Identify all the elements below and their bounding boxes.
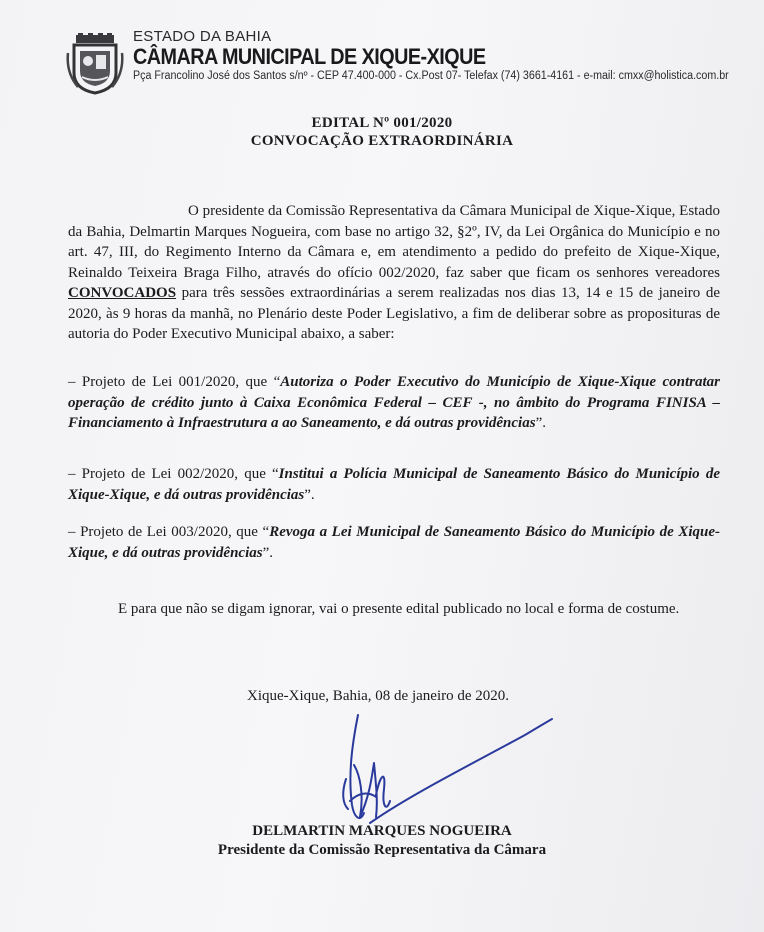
item-suffix: ”. bbox=[304, 486, 315, 503]
item-suffix: ”. bbox=[535, 415, 546, 431]
edital-number: EDITAL Nº 001/2020 bbox=[311, 115, 453, 131]
list-item bbox=[68, 372, 720, 434]
intro-text-before: O presidente da Comissão Representativa da Câmara Municipal de Xique-Xique, Estado da Bahia, Delmartin Marques Nogueira, com base no artigo 32, §2º, IV, da Lei Orgânica do Município e no art. 47, III, do Regimento Interno da Câmara e, em atendimento a pedido do prefeito de Xique-Xique, Reinaldo Teixeira Braga Filho, através do ofício 002/2020, faz saber que ficam os senhores vereadores bbox=[68, 203, 720, 281]
signatory-name: DELMARTIN MARQUES NOGUEIRA bbox=[252, 823, 512, 839]
item-title: Revoga a Lei Municipal de Saneamento Básico do Município de Xique-Xique, e dá outras providências bbox=[68, 524, 721, 561]
item-prefix: – Projeto de Lei 002/2020, que “ bbox=[68, 466, 279, 482]
convocados-emphasis: CONVOCADOS bbox=[68, 285, 177, 301]
closing-paragraph: E para que não se digam ignorar, vai o presente edital publicado no local e forma de costume. bbox=[118, 601, 680, 617]
item-prefix: – Projeto de Lei 003/2020, que “ bbox=[68, 524, 270, 540]
item-title: Institui a Polícia Municipal de Saneamento Básico do Município de Xique-Xique, e dá outras providências bbox=[68, 466, 720, 503]
intro-paragraph bbox=[68, 201, 720, 345]
item-suffix: ”. bbox=[262, 544, 274, 561]
coat-of-arms-icon bbox=[66, 33, 124, 95]
list-item bbox=[68, 464, 720, 505]
place-date: Xique-Xique, Bahia, 08 de janeiro de 2020. bbox=[247, 688, 510, 704]
list-item bbox=[68, 522, 720, 563]
signature-icon bbox=[330, 705, 570, 835]
item-prefix: – Projeto de Lei 001/2020, que “ bbox=[68, 374, 281, 390]
signatory-role: Presidente da Comissão Representativa da Câmara bbox=[217, 842, 547, 858]
item-title: Autoriza o Poder Executivo do Município de Xique-Xique contratar operação de crédito junto à Caixa Econômica Federal – CEF -, no âmbito do Programa FINISA – Financiamento à Infraestrutura a ao Saneamento, e dá outras providências bbox=[68, 374, 720, 431]
header-state: ESTADO DA BAHIA bbox=[133, 28, 272, 45]
edital-subtitle: CONVOCAÇÃO EXTRAORDINÁRIA bbox=[250, 133, 514, 149]
intro-text-after: para três sessões extraordinárias a serem realizadas nos dias 13, 14 e 15 de janeiro de 2020, às 9 horas da manhã, no Plenário deste Poder Legislativo, a fim de deliberar sobre as proposituras de autoria do Poder Executivo Municipal abaixo, a saber: bbox=[68, 285, 720, 342]
header-chamber-name: CÂMARA MUNICIPAL DE XIQUE-XIQUE bbox=[133, 44, 486, 69]
header-address: Pça Francolino José dos Santos s/nº - CEP 47.400-000 - Cx.Post 07- Telefax (74) 3661-4161 - e-mail: cmxx@holistica.com.br bbox=[133, 70, 729, 82]
